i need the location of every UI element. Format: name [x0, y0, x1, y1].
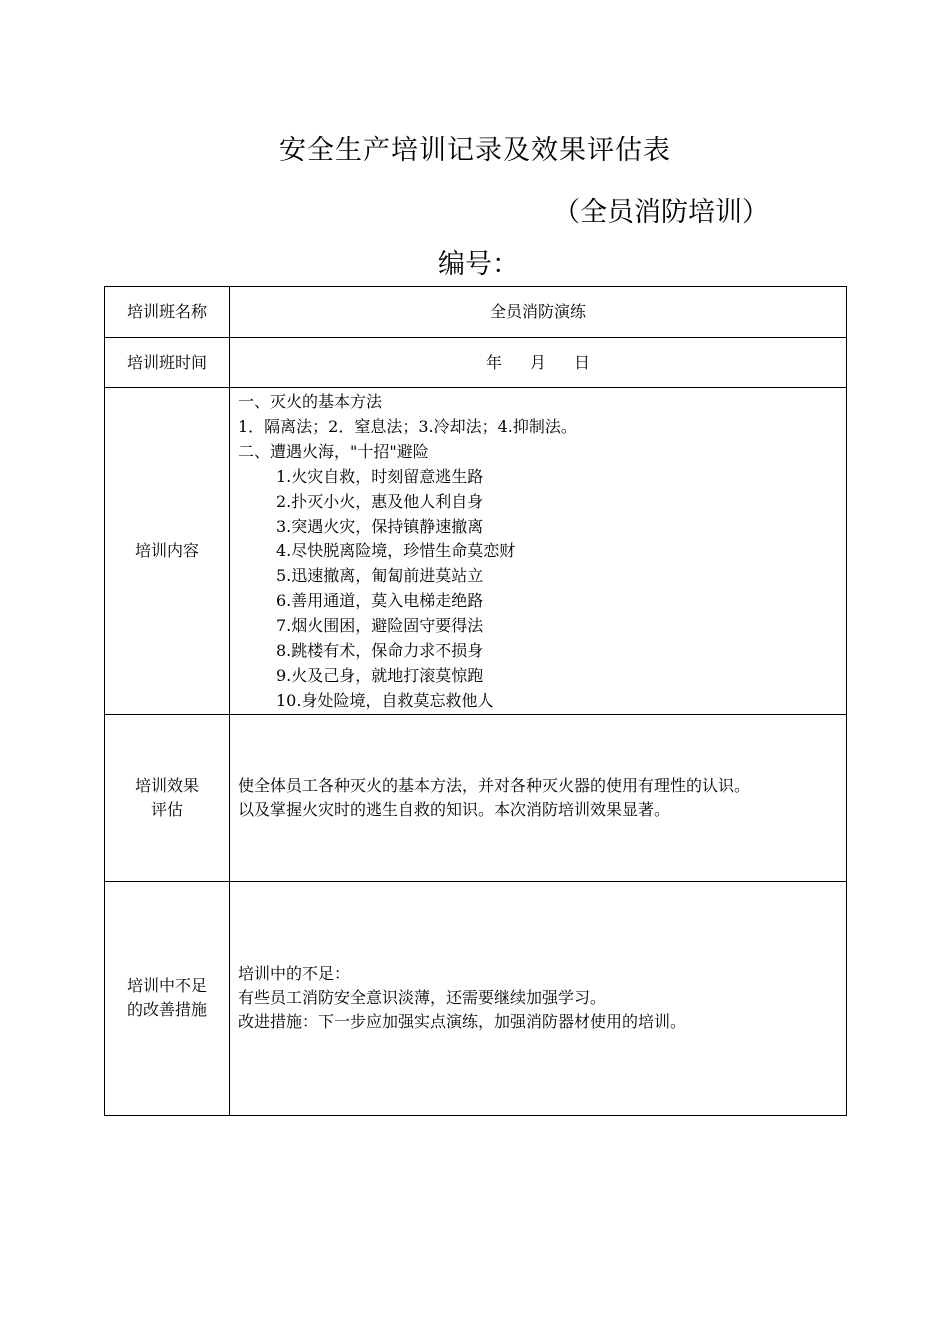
evaluation-label-line2: 评估	[150, 799, 183, 819]
row-class-time	[105, 338, 847, 388]
tip-item: 9.火及己身，就地打滚莫惊跑	[276, 665, 484, 685]
improvement-label-line1: 培训中不足	[126, 976, 207, 996]
row-improvement	[105, 881, 847, 1115]
class-name-label: 培训班名称	[105, 287, 230, 338]
training-content-label: 培训内容	[105, 388, 230, 715]
document-title: 安全生产培训记录及效果评估表	[279, 135, 671, 166]
evaluation-text-line2: 以及掌握火灾时的逃生自救的知识。本次消防培训效果显著。	[238, 799, 671, 819]
evaluation-label	[105, 714, 230, 881]
class-time-label: 培训班时间	[105, 338, 230, 388]
tip-item: 4.尽快脱离险境，珍惜生命莫恋财	[276, 541, 516, 561]
tip-item: 7.烟火围困，避险固守要得法	[276, 616, 484, 636]
document-number-label: 编号：	[438, 249, 519, 280]
row-class-name	[105, 287, 847, 338]
improvement-text-line3: 改进措施：下一步应加强实点演练，加强消防器材使用的培训。	[238, 1012, 687, 1032]
section2-title: 二、遭遇火海，"十招"避险	[238, 441, 429, 461]
tip-item: 5.迅速撤离，匍匐前进莫站立	[276, 566, 484, 586]
improvement-text-line2: 有些员工消防安全意识淡薄，还需要继续加强学习。	[238, 988, 607, 1008]
improvement-text-line1: 培训中的不足：	[238, 964, 351, 984]
tip-item: 3.突遇火灾，保持镇静速撤离	[276, 516, 484, 536]
section1-methods: 1．隔离法；2．窒息法；3.冷却法；4.抑制法。	[238, 416, 577, 436]
row-evaluation	[105, 714, 847, 881]
improvement-text	[230, 881, 847, 1115]
document-subtitle: （全员消防培训）	[553, 197, 769, 228]
training-content-body	[230, 388, 847, 715]
evaluation-text	[230, 714, 847, 881]
section1-title: 一、灭火的基本方法	[238, 392, 383, 411]
class-time-value	[230, 338, 847, 388]
class-name-value: 全员消防演练	[230, 287, 847, 338]
improvement-label-line2: 的改善措施	[126, 1000, 207, 1020]
tip-item: 10.身处险境，自救莫忘救他人	[276, 690, 494, 710]
date-day: 日	[574, 352, 591, 372]
improvement-label	[105, 881, 230, 1115]
tip-item: 1.火灾自救，时刻留意逃生路	[276, 466, 484, 486]
row-training-content	[105, 388, 847, 715]
tip-item: 8.跳楼有术，保命力求不损身	[276, 641, 484, 661]
date-month: 月	[529, 352, 546, 372]
evaluation-text-line1: 使全体员工各种灭火的基本方法，并对各种灭火器的使用有理性的认识。	[238, 775, 751, 795]
tip-item: 6.善用通道，莫入电梯走绝路	[276, 591, 484, 611]
training-record-table	[104, 286, 847, 1116]
tip-item: 2.扑灭小火，惠及他人利自身	[276, 491, 484, 511]
date-year: 年	[485, 352, 502, 372]
evaluation-label-line1: 培训效果	[134, 775, 199, 795]
